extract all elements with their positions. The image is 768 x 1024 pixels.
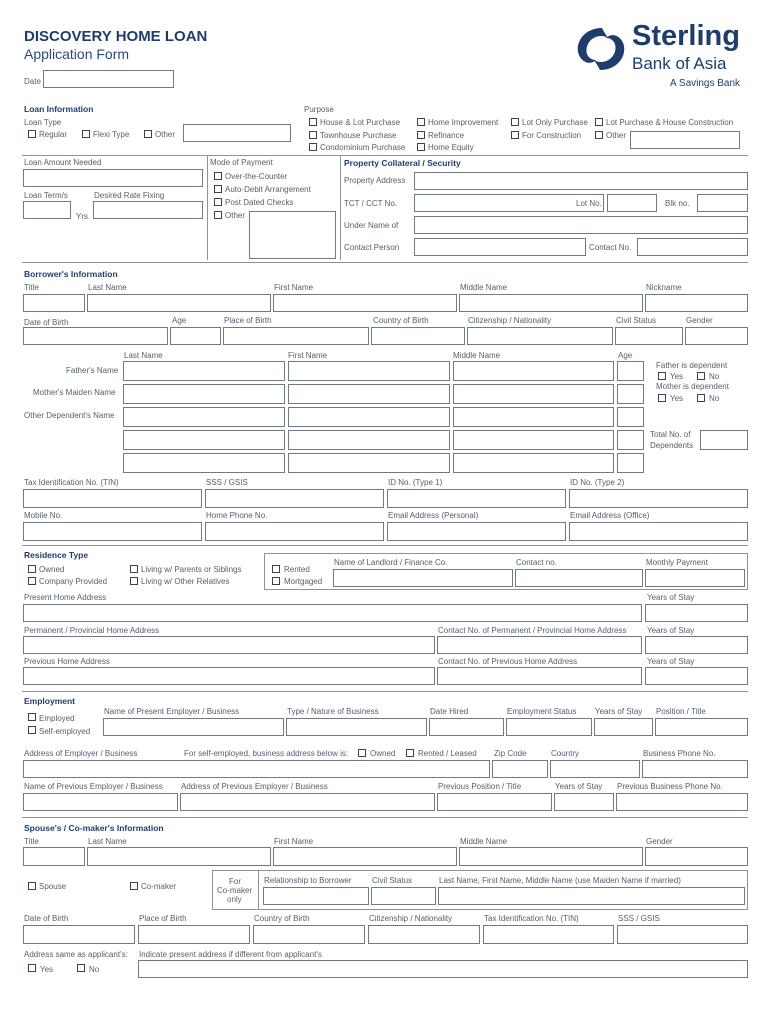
spouse-dob-label: Date of Birth (24, 914, 69, 923)
tin-field[interactable] (23, 489, 202, 508)
id2-field[interactable] (569, 489, 748, 508)
father-dependent-yes-checkbox[interactable] (658, 372, 666, 380)
dependent1-last-name-field[interactable] (123, 407, 285, 427)
rate-fixing-label: Desired Rate Fixing (94, 191, 165, 200)
middle-name-label: Middle Name (460, 283, 508, 292)
contact-person-field[interactable] (414, 238, 586, 256)
present-address-field[interactable] (23, 604, 642, 622)
zip-label: Zip Code (494, 749, 527, 758)
dep-last-name-label: Last Name (124, 351, 163, 360)
spouse-pob-label: Place of Birth (139, 914, 187, 923)
mobile-field[interactable] (23, 522, 202, 541)
collateral-contact-label: Contact No. (589, 243, 632, 252)
prev-address-label: Address of Previous Employer / Business (181, 782, 328, 791)
company-provided-checkbox[interactable] (28, 577, 36, 585)
comaker-civil-status-field[interactable] (371, 887, 436, 905)
present-employer-field[interactable] (103, 718, 284, 736)
borrower-section-heading: Borrower's Information (24, 269, 118, 279)
spouse-pob-field[interactable] (138, 925, 250, 944)
spouse-sss-label: SSS / GSIS (618, 914, 660, 923)
fathers-name-label: Father's Name (66, 366, 119, 375)
biz-phone-field[interactable] (642, 760, 748, 778)
dependent1-age-field[interactable] (617, 407, 644, 427)
spouse-label: Spouse (39, 882, 67, 891)
spouse-address-field[interactable] (138, 960, 748, 978)
under-name-label: Under Name of (344, 221, 399, 230)
indicate-address-label: Indicate present address if different from applicant's (139, 950, 322, 959)
prev-biz-phone-label: Previous Business Phone No. (617, 782, 723, 791)
email-personal-field[interactable] (387, 522, 566, 541)
id1-label: ID No. (Type 1) (388, 478, 443, 487)
for-comaker-label-1: For (229, 877, 241, 886)
prev-employer-label: Name of Previous Employer / Business (24, 782, 163, 791)
email-personal-label: Email Address (Personal) (388, 511, 479, 520)
ada-label: Auto-Debit Arrangement (225, 185, 311, 194)
biz-phone-label: Business Phone No. (643, 749, 716, 758)
regular-label: Regular (39, 130, 68, 139)
present-address-label: Present Home Address (24, 593, 107, 602)
permanent-contact-field[interactable] (437, 636, 642, 654)
mortgaged-label: Mortgaged (284, 577, 323, 586)
collateral-heading: Property Collateral / Security (344, 158, 461, 168)
email-office-label: Email Address (Office) (570, 511, 650, 520)
form-title: DISCOVERY HOME LOAN (24, 28, 208, 45)
dep-middle-name-label: Middle Name (453, 351, 501, 360)
loan-term-label: Loan Term/s (24, 191, 68, 200)
pdc-label: Post Dated Checks (225, 198, 294, 207)
dob-label: Date of Birth (24, 318, 69, 327)
home-phone-field[interactable] (205, 522, 384, 541)
spouse-last-name-field[interactable] (87, 847, 271, 866)
relationship-field[interactable] (263, 887, 369, 905)
pob-field[interactable] (223, 327, 369, 345)
lot-only-label: Lot Only Purchase (522, 118, 588, 127)
divider (22, 155, 748, 156)
nickname-field[interactable] (645, 294, 748, 312)
age-field[interactable] (170, 327, 221, 345)
first-name-label: First Name (274, 283, 314, 292)
spouse-cob-label: Country of Birth (254, 914, 310, 923)
employed-label: Employed (39, 714, 75, 723)
present-years-field[interactable] (645, 604, 748, 622)
living-parents-checkbox[interactable] (130, 565, 138, 573)
purpose-other-field[interactable] (630, 131, 740, 149)
spouse-first-name-label: First Name (274, 837, 314, 846)
flexi-checkbox[interactable] (82, 130, 90, 138)
prev-position-field[interactable] (437, 793, 552, 811)
divider (340, 156, 341, 260)
mother-first-name-field[interactable] (288, 384, 450, 404)
living-parents-label: Living w/ Parents or Siblings (141, 565, 242, 574)
employment-years-field[interactable] (594, 718, 653, 736)
mother-yes-label: Yes (670, 394, 684, 403)
total-dependents-field[interactable] (700, 430, 748, 450)
landlord-contact-field[interactable] (515, 569, 643, 587)
for-comaker-label-2: Co-maker (217, 886, 253, 895)
dependent2-last-name-field[interactable] (123, 430, 285, 450)
flexi-label: Flexi Type (93, 130, 130, 139)
position-label: Position / Title (656, 707, 706, 716)
father-middle-name-field[interactable] (453, 361, 614, 381)
civil-status-label: Civil Status (616, 316, 657, 325)
middle-name-field[interactable] (459, 294, 643, 312)
under-name-field[interactable] (414, 216, 748, 234)
spouse-middle-name-field[interactable] (459, 847, 643, 866)
maiden-note-label: Last Name, First Name, Middle Name (use Maiden Name if married) (439, 876, 681, 885)
date-hired-field[interactable] (429, 718, 504, 736)
home-improvement-label: Home Improvement (428, 118, 499, 127)
living-relatives-checkbox[interactable] (130, 577, 138, 585)
self-employed-label: Self-employed (39, 727, 91, 736)
permanent-contact-label: Contact No. of Permanent / Provincial Home Address (438, 626, 627, 635)
otc-checkbox[interactable] (214, 172, 222, 180)
spouse-dob-field[interactable] (23, 925, 135, 944)
lot-house-construction-checkbox[interactable] (595, 118, 603, 126)
employment-status-field[interactable] (506, 718, 592, 736)
present-employer-label: Name of Present Employer / Business (104, 707, 240, 716)
mortgaged-checkbox[interactable] (272, 577, 280, 585)
loan-term-field[interactable] (23, 201, 71, 219)
brand-sub: Bank of Asia (632, 54, 727, 73)
condo-label: Condominium Purchase (320, 143, 406, 152)
biz-owned-checkbox[interactable] (358, 749, 366, 757)
employment-years-label: Years of Stay (595, 707, 643, 716)
townhouse-label: Townhouse Purchase (320, 131, 397, 140)
divider (207, 156, 208, 260)
dependent2-middle-name-field[interactable] (453, 430, 614, 450)
house-lot-label: House & Lot Purchase (320, 118, 401, 127)
payment-other-field[interactable] (249, 211, 336, 259)
father-dependent-label: Father is dependent (656, 361, 728, 370)
brand-tagline: A Savings Bank (670, 78, 741, 89)
email-office-field[interactable] (569, 522, 748, 541)
zip-field[interactable] (492, 760, 548, 778)
spouse-first-name-field[interactable] (273, 847, 457, 866)
dob-field[interactable] (23, 327, 168, 345)
spouse-checkbox[interactable] (28, 882, 36, 890)
gender-label: Gender (686, 316, 713, 325)
spouse-citizenship-field[interactable] (368, 925, 480, 944)
pdc-checkbox[interactable] (214, 198, 222, 206)
dependent2-age-field[interactable] (617, 430, 644, 450)
citizenship-label: Citizenship / Nationality (468, 316, 552, 325)
blk-no-label: Blk no. (665, 199, 690, 208)
refinance-checkbox[interactable] (417, 131, 425, 139)
dependent1-first-name-field[interactable] (288, 407, 450, 427)
previous-contact-field[interactable] (437, 667, 642, 685)
permanent-years-field[interactable] (645, 636, 748, 654)
home-improvement-checkbox[interactable] (417, 118, 425, 126)
payment-other-label: Other (225, 211, 246, 220)
company-provided-label: Company Provided (39, 577, 108, 586)
self-employed-note: For self-employed, business address below is: (184, 749, 349, 758)
payment-mode-label: Mode of Payment (210, 158, 273, 167)
mothers-name-label: Mother's Maiden Name (33, 388, 116, 397)
father-no-label: No (709, 372, 720, 381)
owned-label: Owned (39, 565, 65, 574)
prev-employer-field[interactable] (23, 793, 178, 811)
spouse-middle-name-label: Middle Name (460, 837, 508, 846)
spouse-cob-field[interactable] (253, 925, 365, 944)
divider (22, 691, 748, 692)
home-equity-checkbox[interactable] (417, 143, 425, 151)
date-label: Date (24, 77, 41, 86)
position-field[interactable] (655, 718, 748, 736)
first-name-field[interactable] (273, 294, 457, 312)
id1-field[interactable] (387, 489, 566, 508)
mother-dependent-yes-checkbox[interactable] (658, 394, 666, 402)
rented-checkbox[interactable] (272, 565, 280, 573)
biz-owned-label: Owned (370, 749, 396, 758)
lot-house-construction-label: Lot Purchase & House Construction (606, 118, 734, 127)
father-dependent-no-checkbox[interactable] (697, 372, 705, 380)
dep-age-label: Age (618, 351, 633, 360)
spouse-tin-label: Tax Identification No. (TIN) (484, 914, 579, 923)
otc-label: Over-the-Counter (225, 172, 288, 181)
refinance-label: Refinance (428, 131, 465, 140)
date-hired-label: Date Hired (430, 707, 469, 716)
loan-type-other-checkbox[interactable] (144, 130, 152, 138)
condo-checkbox[interactable] (309, 143, 317, 151)
employment-status-label: Employment Status (507, 707, 577, 716)
loan-section-heading: Loan Information (24, 104, 94, 114)
civil-status-field[interactable] (615, 327, 683, 345)
mother-dependent-no-checkbox[interactable] (697, 394, 705, 402)
total-dependents-label-1: Total No. of (650, 430, 691, 439)
country-label: Country (551, 749, 580, 758)
dependent3-middle-name-field[interactable] (453, 453, 614, 473)
permanent-address-label: Permanent / Provincial Home Address (24, 626, 160, 635)
lot-no-field[interactable] (607, 194, 657, 212)
form-subtitle: Application Form (24, 46, 130, 62)
previous-address-label: Previous Home Address (24, 657, 110, 666)
dependent3-age-field[interactable] (617, 453, 644, 473)
nature-label: Type / Nature of Business (287, 707, 379, 716)
id2-label: ID No. (Type 2) (570, 478, 625, 487)
tin-label: Tax Identification No. (TIN) (24, 478, 119, 487)
construction-label: For Construction (522, 131, 582, 140)
father-last-name-field[interactable] (123, 361, 285, 381)
address-same-label: Address same as applicant's: (24, 950, 128, 959)
cob-field[interactable] (371, 327, 465, 345)
spouse-gender-field[interactable] (645, 847, 748, 866)
spouse-section-heading: Spouse's / Co-maker's Information (24, 823, 164, 833)
employer-address-field[interactable] (23, 760, 490, 778)
property-address-label: Property Address (344, 176, 406, 185)
house-lot-checkbox[interactable] (309, 118, 317, 126)
rate-fixing-field[interactable] (93, 201, 203, 219)
divider (258, 870, 259, 910)
mobile-label: Mobile No. (24, 511, 63, 520)
address-same-yes-label: Yes (40, 965, 54, 974)
mother-dependent-label: Mother is dependent (656, 382, 729, 391)
living-relatives-label: Living w/ Other Relatives (141, 577, 230, 586)
prev-years-label: Years of Stay (555, 782, 603, 791)
payment-other-checkbox[interactable] (214, 211, 222, 219)
father-age-field[interactable] (617, 361, 644, 381)
blk-no-field[interactable] (697, 194, 748, 212)
previous-years-field[interactable] (645, 667, 748, 685)
title-label: Title (24, 283, 39, 292)
present-years-label: Years of Stay (647, 593, 695, 602)
prev-position-label: Previous Position / Title (438, 782, 522, 791)
comaker-name-field[interactable] (438, 887, 745, 905)
spouse-title-label: Title (24, 837, 39, 846)
employed-checkbox[interactable] (28, 713, 36, 721)
dependent3-last-name-field[interactable] (123, 453, 285, 473)
collateral-contact-field[interactable] (637, 238, 748, 256)
total-dependents-label-2: Dependents (650, 441, 694, 450)
spouse-last-name-label: Last Name (88, 837, 127, 846)
nickname-label: Nickname (646, 283, 682, 292)
monthly-payment-field[interactable] (645, 569, 745, 587)
lot-no-label: Lot No. (576, 199, 602, 208)
address-same-no-checkbox[interactable] (77, 964, 85, 972)
date-field[interactable] (43, 70, 174, 88)
father-first-name-field[interactable] (288, 361, 450, 381)
tct-label: TCT / CCT No. (344, 199, 398, 208)
home-equity-label: Home Equity (428, 143, 474, 152)
cob-label: Country of Birth (373, 316, 429, 325)
employer-address-label: Address of Employer / Business (24, 749, 138, 758)
previous-years-label: Years of Stay (647, 657, 695, 666)
gender-field[interactable] (685, 327, 748, 345)
permanent-years-label: Years of Stay (647, 626, 695, 635)
other-dependent-label: Other Dependent's Name (24, 411, 115, 420)
contact-person-label: Contact Person (344, 243, 400, 252)
construction-checkbox[interactable] (511, 131, 519, 139)
citizenship-field[interactable] (467, 327, 613, 345)
prev-years-field[interactable] (554, 793, 614, 811)
comaker-label: Co-maker (141, 882, 177, 891)
rented-label: Rented (284, 565, 310, 574)
loan-type-label: Loan Type (24, 118, 62, 127)
loan-amount-label: Loan Amount Needed (24, 158, 102, 167)
spouse-citizenship-label: Citizenship / Nationality (369, 914, 453, 923)
mother-middle-name-field[interactable] (453, 384, 614, 404)
relationship-label: Relationship to Borrower (264, 876, 352, 885)
purpose-label: Purpose (304, 105, 334, 114)
address-same-yes-checkbox[interactable] (28, 964, 36, 972)
residence-section-heading: Residence Type (24, 550, 89, 560)
divider (22, 545, 748, 546)
pob-label: Place of Birth (224, 316, 272, 325)
divider (22, 817, 748, 818)
for-comaker-label-3: only (227, 895, 242, 904)
last-name-label: Last Name (88, 283, 127, 292)
mother-age-field[interactable] (617, 384, 644, 404)
prev-address-field[interactable] (180, 793, 435, 811)
nature-field[interactable] (286, 718, 427, 736)
loan-amount-field[interactable] (23, 169, 203, 187)
previous-address-field[interactable] (23, 667, 435, 685)
loan-type-other-field[interactable] (183, 124, 291, 142)
dependent3-first-name-field[interactable] (288, 453, 450, 473)
loan-type-other-label: Other (155, 130, 176, 139)
divider (22, 262, 748, 263)
spouse-tin-field[interactable] (483, 925, 614, 944)
address-same-no-label: No (89, 965, 100, 974)
biz-rented-label: Rented / Leased (418, 749, 477, 758)
permanent-address-field[interactable] (23, 636, 435, 654)
prev-biz-phone-field[interactable] (616, 793, 748, 811)
father-yes-label: Yes (670, 372, 684, 381)
landlord-label: Name of Landlord / Finance Co. (334, 558, 448, 567)
landlord-contact-label: Contact no. (516, 558, 557, 567)
lot-only-checkbox[interactable] (511, 118, 519, 126)
self-employed-checkbox[interactable] (28, 726, 36, 734)
comaker-civil-status-label: Civil Status (372, 876, 413, 885)
spouse-sss-field[interactable] (617, 925, 748, 944)
sss-label: SSS / GSIS (206, 478, 248, 487)
employment-section-heading: Employment (24, 696, 76, 706)
age-label: Age (172, 316, 187, 325)
sss-field[interactable] (205, 489, 384, 508)
property-address-field[interactable] (414, 172, 748, 190)
owned-checkbox[interactable] (28, 565, 36, 573)
purpose-other-checkbox[interactable] (595, 131, 603, 139)
title-field[interactable] (23, 294, 85, 312)
brand-name: Sterling (632, 20, 740, 52)
home-phone-label: Home Phone No. (206, 511, 268, 520)
mother-no-label: No (709, 394, 720, 403)
country-field[interactable] (550, 760, 640, 778)
spouse-gender-label: Gender (646, 837, 673, 846)
monthly-payment-label: Monthly Payment (646, 558, 708, 567)
biz-rented-checkbox[interactable] (406, 749, 414, 757)
landlord-field[interactable] (333, 569, 513, 587)
comaker-checkbox[interactable] (130, 882, 138, 890)
dep-first-name-label: First Name (288, 351, 328, 360)
regular-checkbox[interactable] (28, 130, 36, 138)
dependent1-middle-name-field[interactable] (453, 407, 614, 427)
dependent2-first-name-field[interactable] (288, 430, 450, 450)
spouse-title-field[interactable] (23, 847, 85, 866)
previous-contact-label: Contact No. of Previous Home Address (438, 657, 578, 666)
last-name-field[interactable] (87, 294, 271, 312)
ada-checkbox[interactable] (214, 185, 222, 193)
townhouse-checkbox[interactable] (309, 131, 317, 139)
purpose-other-label: Other (606, 131, 627, 140)
yrs-label: Yrs. (76, 212, 91, 221)
sterling-swirl-logo-icon (572, 24, 630, 74)
mother-last-name-field[interactable] (123, 384, 285, 404)
